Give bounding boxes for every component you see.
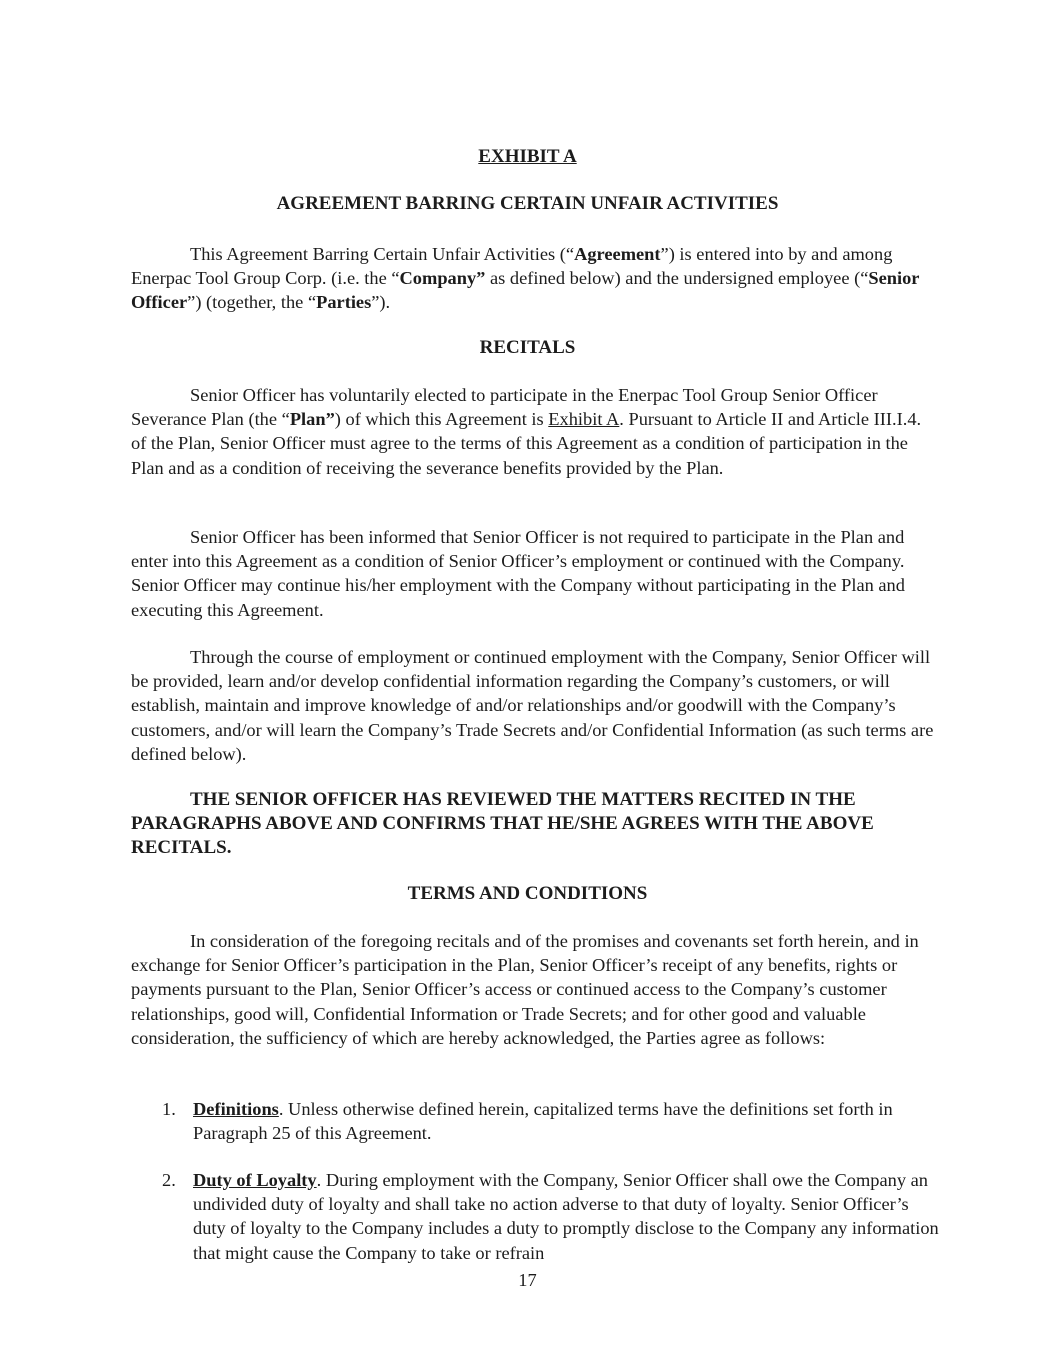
list-item-title: Definitions — [193, 1099, 279, 1119]
terms-intro-paragraph: In consideration of the foregoing recitals and of the promises and covenants set forth herein, and in exchange for Senior Officer’s participation in the Plan, Senior Officer’s receipt of any benefits, rights or payments pursuant to the Plan, Senior Officer’s access or continued access to the Company’s customer relationships, good will, Confidential Information or Trade Secrets; and for other good and valuable consideration, the sufficiency of which are hereby acknowledged, the Parties agree as follows: — [131, 931, 919, 1048]
agreement-title: AGREEMENT BARRING CERTAIN UNFAIR ACTIVITIES — [276, 193, 779, 214]
recitals-heading: RECITALS — [479, 337, 576, 358]
list-item-body: Definitions. Unless otherwise defined herein, capitalized terms have the definitions set forth in Paragraph 25 of this Agreement. — [193, 1099, 893, 1144]
list-item — [131, 1168, 941, 1265]
recital-paragraph-3: Through the course of employment or continued employment with the Company, Senior Officer will be provided, learn and/or develop confidential information regarding the Company’s customers, or will establish, maintain and improve knowledge of and/or relationships and/or goodwill with the Company’s customers, and/or will learn the Company’s Trade Secrets and/or Confidential Information (as such terms are defined below). — [131, 647, 934, 764]
exhibit-title: EXHIBIT A — [478, 146, 577, 167]
confirmation-paragraph: THE SENIOR OFFICER HAS REVIEWED THE MATTERS RECITED IN THE PARAGRAPHS ABOVE AND CONFIRMS THAT HE/SHE AGREES WITH THE ABOVE RECITALS. — [131, 789, 874, 859]
list-item-number: 2. — [162, 1170, 176, 1190]
list-item-number: 1. — [162, 1099, 176, 1119]
page-number: 17 — [518, 1270, 537, 1290]
recital-paragraph-1: Senior Officer has voluntarily elected to participate in the Enerpac Tool Group Senior Officer Severance Plan (the “Plan”) of which this Agreement is Exhibit A. Pursuant to Article II and Article III.I.4. of the Plan, Senior Officer must agree to the terms of this Agreement as a condition of participation in the Plan and as a condition of receiving the severance benefits provided by the Plan. — [131, 385, 922, 478]
list-item-title: Duty of Loyalty — [193, 1170, 317, 1190]
terms-heading: TERMS AND CONDITIONS — [407, 883, 648, 904]
list-item-body: Duty of Loyalty. During employment with the Company, Senior Officer shall owe the Company an undivided duty of loyalty and shall take no action adverse to that duty of loyalty. Senior Officer’s duty of loyalty to the Company includes a duty to promptly disclose to the Company any information that might cause the Company to take or refrain — [193, 1170, 939, 1263]
intro-paragraph: This Agreement Barring Certain Unfair Activities (“Agreement”) is entered into by and among Enerpac Tool Group Corp. (i.e. the “Company” as defined below) and the undersigned employee (“Senior Officer”) (together, the “Parties”). — [131, 244, 920, 313]
recital-paragraph-2: Senior Officer has been informed that Senior Officer is not required to participate in the Plan and enter into this Agreement as a condition of Senior Officer’s employment or continued with the Company. Senior Officer may continue his/her employment with the Company without participating in the Plan and executing this Agreement. — [131, 527, 905, 620]
list-item — [131, 1097, 941, 1145]
